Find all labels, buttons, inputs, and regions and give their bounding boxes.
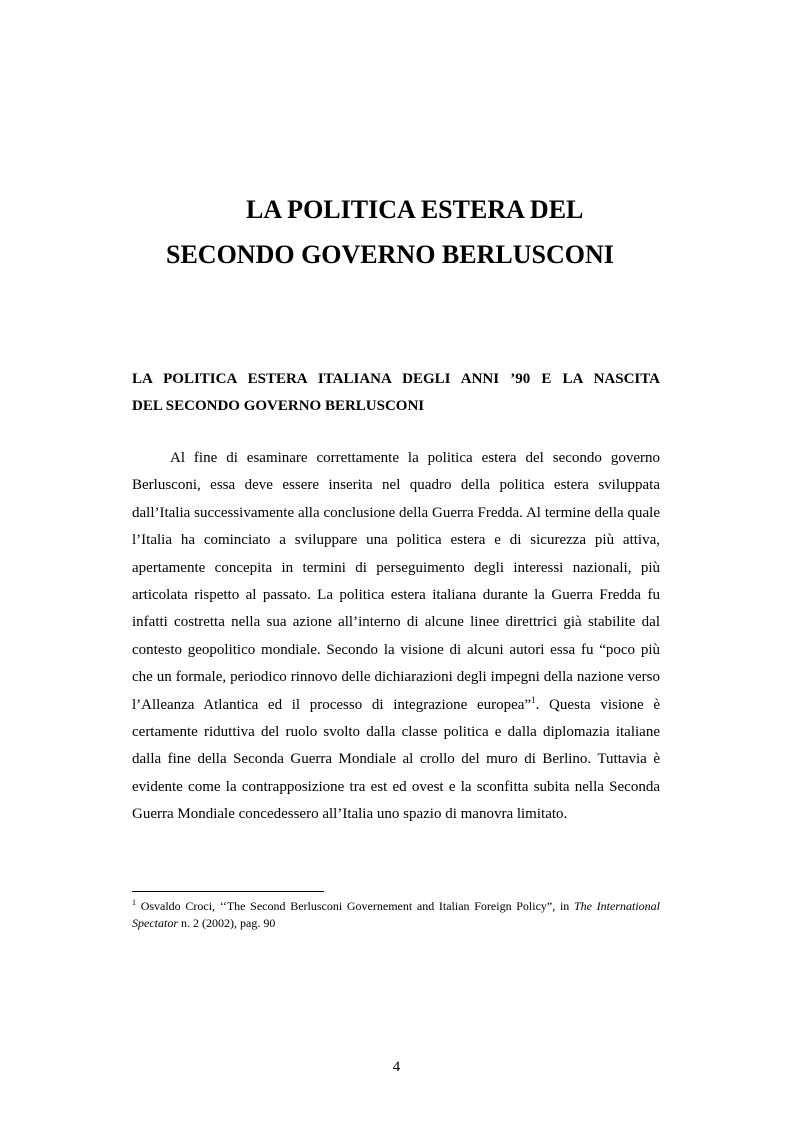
section-heading-line-1: LA POLITICA ESTERA ITALIANA DEGLI ANNI ’90 E LA NASCITA — [132, 371, 660, 387]
footnote-separator — [132, 891, 324, 892]
footnote — [132, 898, 660, 932]
body-paragraph-part-2: . Questa visione è certamente riduttiva del ruolo svolto dalla classe politica e dalla diplomazia italiane dalla fine della Seconda Guerra Mondiale al crollo del muro di Berlino. Tuttavia è evidente come la contrapposizione tra est ed ovest e la sconfitta subita nella Seconda Guerra Mondiale concedessero all’Italia uno spazio di manovra limitato. — [132, 696, 660, 823]
footnote-text-part-1: Osvaldo Croci, ‘‘The Second Berlusconi Governement and Italian Foreign Policy”, in — [136, 899, 574, 913]
page-number: 4 — [392, 1059, 401, 1075]
body-paragraph-part-1: Al fine di esaminare correttamente la politica estera del secondo governo Berlusconi, essa deve essere inserita nel quadro della politica estera sviluppata dall’Italia successivamente alla conclusione della Guerra Fredda. Al termine della quale l’Italia ha cominciato a sviluppare una politica estera e di sicurezza più attiva, apertamente concepita in termini di perseguimento degli interessi nazionali, più articolata rispetto al passato. La politica estera italiana durante la Guerra Fredda fu infatti costretta nella sua azione all’interno di alcune linee direttrici già stabilite dal contesto geopolitico mondiale. Secondo la visione di alcuni autori essa fu “poco più che un formale, periodico rinnovo delle dichiarazioni degli impegni della nazione verso l’Alleanza Atlantica ed il processo di integrazione europea” — [132, 450, 660, 713]
footnote-reference[interactable]: 1 — [531, 694, 536, 705]
title-line-2-text: SECONDO GOVERNO BERLUSCONI — [166, 240, 614, 269]
title-line-1-text: LA POLITICA ESTERA DEL — [246, 195, 584, 224]
body-paragraph — [132, 445, 660, 829]
footnote-number: 1 — [132, 898, 136, 907]
footnote-text-part-2: n. 2 (2002), pag. 90 — [178, 916, 276, 930]
section-heading — [132, 366, 660, 420]
section-heading-line-2: DEL SECONDO GOVERNO BERLUSCONI — [132, 398, 425, 414]
footnote-journal-title: The International Spectator — [132, 899, 660, 930]
